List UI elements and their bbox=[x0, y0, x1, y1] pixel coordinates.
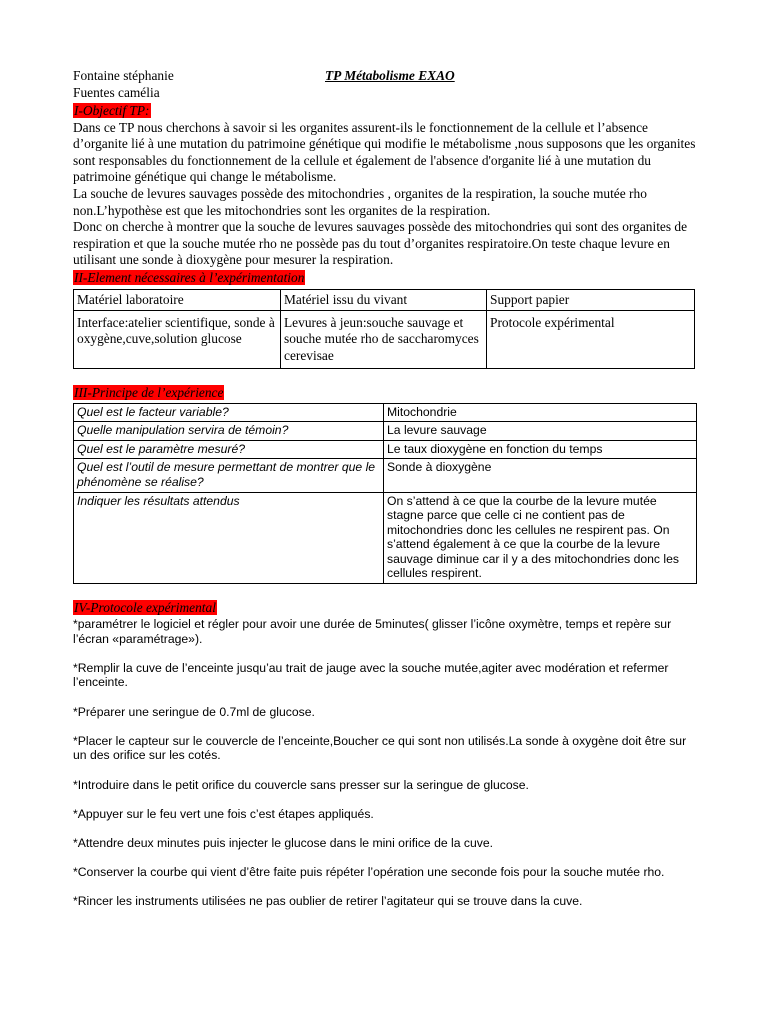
table-header-cell: Matériel laboratoire bbox=[74, 289, 281, 310]
table-row bbox=[74, 492, 697, 584]
document-page bbox=[73, 68, 698, 924]
question-cell: Quel est le paramètre mesuré? bbox=[74, 440, 384, 459]
table-row bbox=[74, 310, 695, 368]
protocol-step: *Préparer une seringue de 0.7ml de glucose. bbox=[73, 704, 315, 719]
table-header-cell: Support papier bbox=[487, 289, 695, 310]
protocol-step: *Conserver la courbe qui vient d’être faite puis répéter l’opération une seconde fois pour la souche mutée rho. bbox=[73, 865, 665, 880]
protocol-step: *Remplir la cuve de l’enceinte jusqu’au trait de jauge avec la souche mutée,agiter avec modération et refermer l’enceinte. bbox=[73, 660, 669, 690]
answer-cell: La levure sauvage bbox=[384, 422, 697, 441]
table-cell: Levures à jeun:souche sauvage et souche mutée rho de saccharomyces cerevisae bbox=[281, 310, 487, 368]
protocol-step: *paramétrer le logiciel et régler pour avoir une durée de 5minutes( glisser l’icône oxymètre, temps et repère sur l’écran «paramétrage»). bbox=[73, 617, 672, 646]
table-row bbox=[74, 440, 697, 459]
paragraph: Donc on cherche à montrer que la souche de levures sauvages possède des mitochondries qui sont des organites de respiration et que la souche mutée rho ne possède pas du tout d’organites respiratoire.On teste chaque levure en utilisant une sonde à dioxygène pour mesurer la respiration. bbox=[73, 219, 688, 268]
section-objectif bbox=[73, 102, 698, 269]
protocol-step: *Attendre deux minutes puis injecter le glucose dans le mini orifice de la cuve. bbox=[73, 835, 494, 850]
table-row bbox=[74, 459, 697, 492]
table-row bbox=[74, 422, 697, 441]
answer-cell: Sonde à dioxygène bbox=[384, 459, 697, 492]
question-cell: Quelle manipulation servira de témoin? bbox=[74, 422, 384, 441]
answer-cell: Le taux dioxygène en fonction du temps bbox=[384, 440, 697, 459]
section-heading: IV-Protocole expérimental bbox=[74, 600, 216, 616]
table-header-row bbox=[74, 289, 695, 310]
table-header-cell: Matériel issu du vivant bbox=[281, 289, 487, 310]
document-title: TP Métabolisme EXAO bbox=[325, 68, 455, 83]
section-heading: III-Principe de l’expérience bbox=[74, 384, 224, 400]
table-row bbox=[74, 403, 697, 422]
protocol-step: *Appuyer sur le feu vert une fois c’est étapes appliqués. bbox=[73, 806, 374, 821]
protocol-step: *Introduire dans le petit orifice du couvercle sans presser sur la seringue de glucose. bbox=[73, 777, 529, 792]
paragraph: La souche de levures sauvages possède des mitochondries , organites de la respiration, la souche mutée rho non.L’hypothèse est que les mitochondries sont les organites de la respiration. bbox=[73, 185, 647, 218]
section-protocole bbox=[73, 599, 698, 909]
answer-cell: On s’attend à ce que la courbe de la levure mutée stagne parce que celle ci ne contient pas de mitochondries donc les cellules ne respirent pas. On s’attend également à ce que la courbe de la levure sauvage diminue car il y a des mitochondries donc les cellules respirent. bbox=[384, 492, 697, 584]
protocol-step: *Rincer les instruments utilisées ne pas oublier de retirer l’agitateur qui se trouve dans la cuve. bbox=[73, 894, 583, 909]
section-elements bbox=[73, 269, 698, 369]
table-cell: Interface:atelier scientifique, sonde à oxygène,cuve,solution glucose bbox=[74, 310, 281, 368]
section-heading: I-Objectif TP: bbox=[74, 102, 150, 118]
section-heading: II-Element nécessaires à l’expérimentation bbox=[74, 269, 305, 285]
question-cell: Indiquer les résultats attendus bbox=[74, 492, 384, 584]
header bbox=[73, 68, 698, 85]
protocol-steps bbox=[73, 617, 698, 909]
answer-cell: Mitochondrie bbox=[384, 403, 697, 422]
table-cell: Protocole expérimental bbox=[487, 310, 695, 368]
author-name: Fontaine stéphanie bbox=[73, 68, 174, 83]
question-cell: Quel est l’outil de mesure permettant de montrer que le phénomène se réalise? bbox=[74, 459, 384, 492]
protocol-step: *Placer le capteur sur le couvercle de l’enceinte,Boucher ce qui sont non utilisés.La sonde à oxygène doit être sur un des orifice sur les cotés. bbox=[73, 733, 687, 763]
section-principe bbox=[73, 384, 698, 585]
materials-table bbox=[73, 289, 695, 369]
paragraph: Dans ce TP nous cherchons à savoir si les organites assurent-ils le fonctionnement de la cellule et l’absence d’organite lié à une mutation du patrimoine génétique qui modifie le métabolisme ,nous supposons que les organites sont responsables du fonctionnement de la cellule et également de l'absence d'organite lié à une mutation du patrimoine génétique qui change le métabolisme. bbox=[73, 119, 696, 185]
author-name: Fuentes camélia bbox=[73, 85, 160, 100]
question-cell: Quel est le facteur variable? bbox=[74, 403, 384, 422]
principle-table bbox=[73, 403, 697, 585]
